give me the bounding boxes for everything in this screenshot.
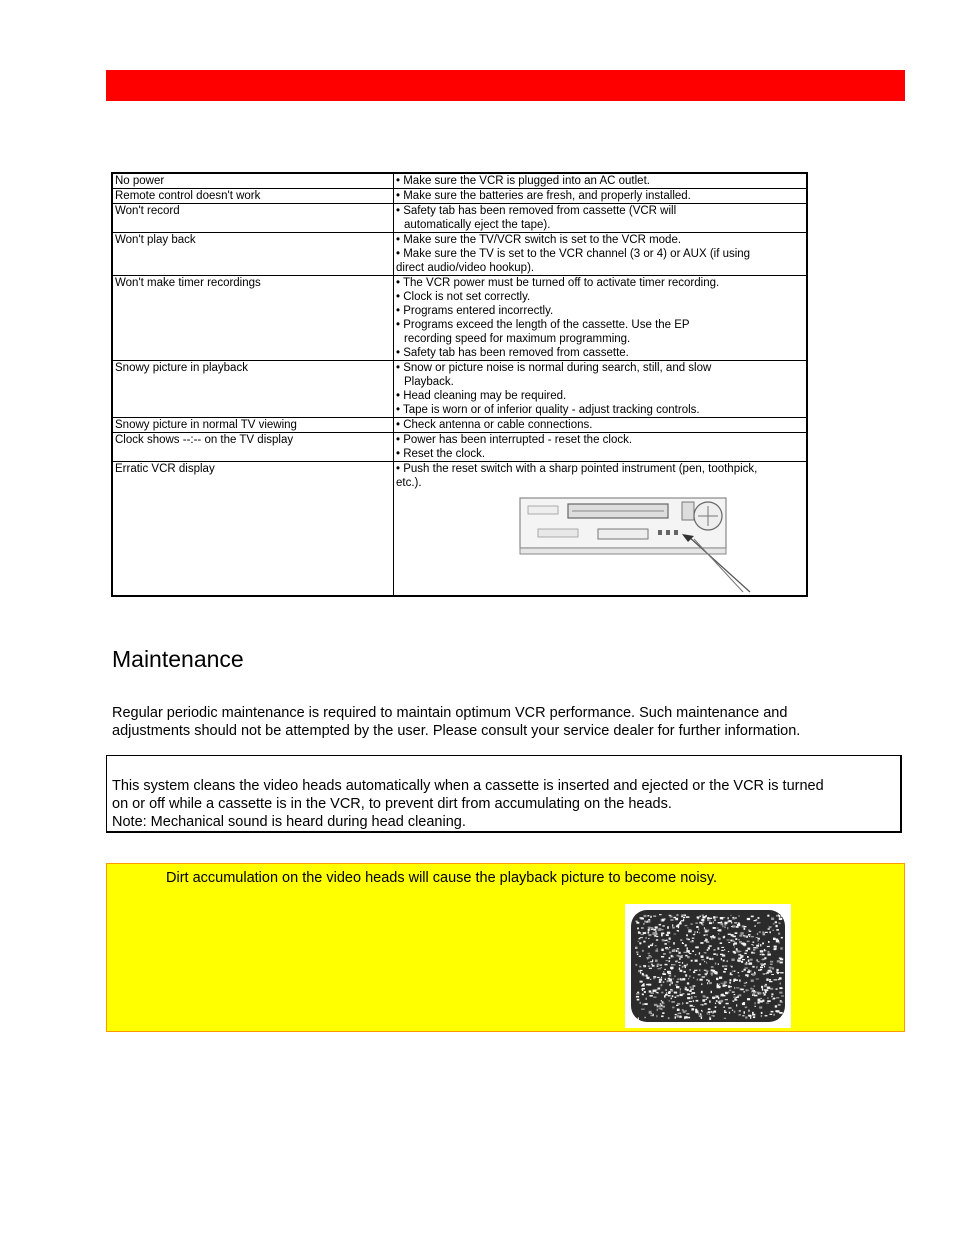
solution-text: • Check antenna or cable connections. xyxy=(396,419,593,431)
solution-cell xyxy=(394,276,808,361)
header-bar xyxy=(106,70,905,101)
problem-cell xyxy=(112,462,394,597)
problem-text: Snowy picture in playback xyxy=(115,362,248,374)
note-box xyxy=(106,863,905,1032)
troubleshooting-table xyxy=(111,172,808,597)
vcr-reset-illustration-icon xyxy=(518,496,758,596)
problem-text: Won't make timer recordings xyxy=(115,277,261,289)
table-row xyxy=(112,173,807,189)
solution-cell xyxy=(394,189,808,204)
problem-text: Remote control doesn't work xyxy=(115,190,261,202)
solution-text: • Head cleaning may be required. xyxy=(396,390,567,402)
tv-noise-picture-icon xyxy=(625,904,791,1028)
solution-text: automatically eject the tape). xyxy=(404,219,551,231)
page-title: Maintenance xyxy=(112,646,244,672)
table-row xyxy=(112,189,807,204)
problem-cell xyxy=(112,233,394,276)
vcr-illustration-container xyxy=(396,490,805,595)
problem-text: No power xyxy=(115,175,165,187)
solution-text: • The VCR power must be turned off to activate timer recording. xyxy=(396,277,720,289)
head-cleaning-box xyxy=(106,755,902,833)
problem-cell xyxy=(112,433,394,462)
table-row xyxy=(112,418,807,433)
solution-text: • Programs exceed the length of the cassette. Use the EP xyxy=(396,319,690,331)
problem-text: Clock shows --:-- on the TV display xyxy=(115,434,294,446)
solution-text: • Make sure the batteries are fresh, and properly installed. xyxy=(396,190,691,202)
note-text: Dirt accumulation on the video heads will cause the playback picture to become noisy. xyxy=(166,870,718,886)
solution-cell xyxy=(394,361,808,418)
solution-text: • Tape is worn or of inferior quality - adjust tracking controls. xyxy=(396,404,700,416)
solution-text: • Programs entered incorrectly. xyxy=(396,305,554,317)
problem-text: Snowy picture in normal TV viewing xyxy=(115,419,297,431)
table-row xyxy=(112,462,807,597)
table-row xyxy=(112,233,807,276)
solution-cell xyxy=(394,418,808,433)
problem-text: Won't play back xyxy=(115,234,196,246)
solution-text: • Reset the clock. xyxy=(396,448,486,460)
intro-line: Regular periodic maintenance is required to maintain optimum VCR performance. Such maintenance and xyxy=(112,705,788,721)
solution-cell xyxy=(394,462,808,597)
solution-text: • Push the reset switch with a sharp pointed instrument (pen, toothpick, xyxy=(396,463,758,475)
solution-text: recording speed for maximum programming. xyxy=(404,333,631,345)
cleaning-note: Note: Mechanical sound is heard during head cleaning. xyxy=(112,814,466,830)
solution-text: • Snow or picture noise is normal during search, still, and slow xyxy=(396,362,712,374)
problem-cell xyxy=(112,276,394,361)
cleaning-line: on or off while a cassette is in the VCR, to prevent dirt from accumulating on the heads. xyxy=(112,796,672,812)
table-row xyxy=(112,204,807,233)
solution-text: • Make sure the TV/VCR switch is set to the VCR mode. xyxy=(396,234,682,246)
solution-text: • Safety tab has been removed from cassette (VCR will xyxy=(396,205,677,217)
solution-text: • Safety tab has been removed from cassette. xyxy=(396,347,629,359)
solution-cell xyxy=(394,173,808,189)
maintenance-intro xyxy=(112,704,872,740)
problem-cell xyxy=(112,418,394,433)
problem-cell xyxy=(112,204,394,233)
solution-cell xyxy=(394,433,808,462)
solution-text: • Power has been interrupted - reset the clock. xyxy=(396,434,633,446)
problem-cell xyxy=(112,173,394,189)
problem-text: Won't record xyxy=(115,205,180,217)
solution-cell xyxy=(394,204,808,233)
solution-text: etc.). xyxy=(396,477,422,489)
solution-text: • Clock is not set correctly. xyxy=(396,291,531,303)
solution-text: Playback. xyxy=(404,376,454,388)
solution-cell xyxy=(394,233,808,276)
head-cleaning-text xyxy=(112,777,887,831)
solution-text: • Make sure the TV is set to the VCR channel (3 or 4) or AUX (if using xyxy=(396,248,751,260)
solution-text: • Make sure the VCR is plugged into an AC outlet. xyxy=(396,175,650,187)
table-row xyxy=(112,433,807,462)
table-row xyxy=(112,276,807,361)
table-row xyxy=(112,361,807,418)
cleaning-line: This system cleans the video heads automatically when a cassette is inserted and ejected or the VCR is turned xyxy=(112,778,824,794)
problem-text: Erratic VCR display xyxy=(115,463,215,475)
intro-line: adjustments should not be attempted by the user. Please consult your service dealer for further information. xyxy=(112,723,801,739)
solution-text: direct audio/video hookup). xyxy=(396,262,535,274)
problem-cell xyxy=(112,361,394,418)
problem-cell xyxy=(112,189,394,204)
